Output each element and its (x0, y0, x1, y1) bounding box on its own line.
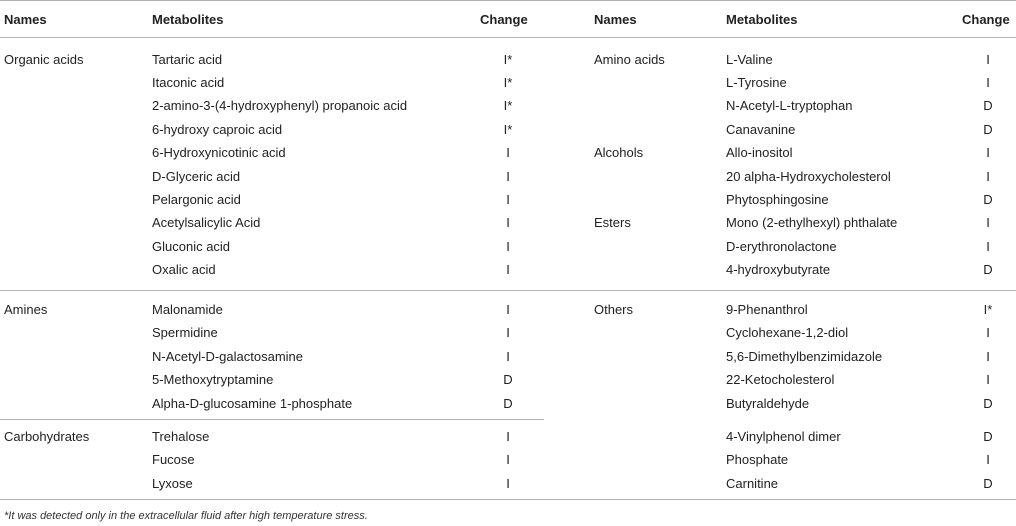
change-cell: I (986, 452, 990, 467)
metabolite-cell: Cyclohexane-1,2-diol (726, 325, 849, 340)
change-cell: I (986, 169, 990, 184)
change-cell: D (503, 372, 513, 387)
metabolite-cell: 4-hydroxybutyrate (726, 262, 831, 277)
change-cell: I (506, 302, 510, 317)
change-cell: I (506, 325, 510, 340)
metabolite-cell: Allo-inositol (726, 145, 793, 160)
change-cell: I (506, 262, 510, 277)
header-change-right: Change (962, 12, 1010, 27)
metabolite-cell: Malonamide (152, 302, 223, 317)
change-cell: I (986, 52, 990, 67)
metabolite-cell: L-Tyrosine (726, 75, 787, 90)
metabolite-cell: L-Valine (726, 52, 773, 67)
group-name: Alcohols (594, 145, 644, 160)
change-cell: I (506, 239, 510, 254)
change-cell: I (506, 169, 510, 184)
change-cell: D (983, 262, 993, 277)
header-names-left: Names (4, 12, 47, 27)
bottom-rule (0, 499, 1016, 500)
change-cell: I (506, 145, 510, 160)
group-divider-left (0, 290, 544, 291)
metabolite-cell: Acetylsalicylic Acid (152, 215, 261, 230)
group-divider-right (544, 290, 1016, 291)
group-name: Carbohydrates (4, 429, 90, 444)
metabolite-cell: N-Acetyl-L-tryptophan (726, 98, 853, 113)
change-cell: I* (983, 302, 993, 317)
change-cell: D (983, 429, 993, 444)
metabolite-cell: Gluconic acid (152, 239, 231, 254)
change-cell: D (983, 396, 993, 411)
change-cell: I (506, 349, 510, 364)
change-cell: D (983, 476, 993, 491)
group-name: Esters (594, 215, 631, 230)
change-cell: I* (503, 98, 513, 113)
change-cell: D (983, 192, 993, 207)
metabolite-cell: Canavanine (726, 122, 796, 137)
change-cell: D (983, 98, 993, 113)
change-cell: D (503, 396, 513, 411)
metabolite-cell: D-Glyceric acid (152, 169, 241, 184)
group-name: Others (594, 302, 634, 317)
metabolite-cell: Lyxose (152, 476, 193, 491)
metabolite-cell: 4-Vinylphenol dimer (726, 429, 841, 444)
header-change-left: Change (480, 12, 528, 27)
metabolite-cell: Trehalose (152, 429, 210, 444)
metabolite-cell: 20 alpha-Hydroxycholesterol (726, 169, 891, 184)
metabolite-cell: Carnitine (726, 476, 779, 491)
header-metabolites-left: Metabolites (152, 12, 224, 27)
change-cell: I (506, 476, 510, 491)
change-cell: I (986, 145, 990, 160)
group-name: Amines (4, 302, 48, 317)
metabolite-cell: Butyraldehyde (726, 396, 810, 411)
top-rule (0, 0, 1016, 1)
change-cell: I (506, 452, 510, 467)
change-cell: I (986, 75, 990, 90)
group-divider-left (0, 419, 544, 420)
metabolite-cell: Phosphate (726, 452, 789, 467)
metabolite-cell: Mono (2-ethylhexyl) phthalate (726, 215, 898, 230)
change-cell: I (986, 349, 990, 364)
metabolite-cell: 2-amino-3-(4-hydroxyphenyl) propanoic acid (152, 98, 408, 113)
change-cell: I (506, 215, 510, 230)
metabolite-cell: Phytosphingosine (726, 192, 829, 207)
metabolite-cell: Itaconic acid (152, 75, 225, 90)
change-cell: I (986, 325, 990, 340)
header-names-right: Names (594, 12, 637, 27)
change-cell: I* (503, 52, 513, 67)
change-cell: I (506, 192, 510, 207)
change-cell: I (506, 429, 510, 444)
metabolite-cell: 9-Phenanthrol (726, 302, 808, 317)
metabolite-cell: D-erythronolactone (726, 239, 837, 254)
metabolite-cell: 5-Methoxytryptamine (152, 372, 274, 387)
change-cell: I* (503, 122, 513, 137)
table-footnote: *It was detected only in the extracellular fluid after high temperature stress. (4, 510, 368, 522)
group-name: Organic acids (4, 52, 84, 67)
metabolite-cell: 22-Ketocholesterol (726, 372, 835, 387)
metabolite-cell: Pelargonic acid (152, 192, 241, 207)
metabolite-cell: Fucose (152, 452, 195, 467)
group-name: Amino acids (594, 52, 665, 67)
metabolite-cell: Oxalic acid (152, 262, 216, 277)
header-metabolites-right: Metabolites (726, 12, 798, 27)
metabolite-cell: Alpha-D-glucosamine 1-phosphate (152, 396, 353, 411)
metabolite-cell: N-Acetyl-D-galactosamine (152, 349, 303, 364)
change-cell: I* (503, 75, 513, 90)
metabolite-cell: 6-hydroxy caproic acid (152, 122, 283, 137)
header-rule (0, 37, 1016, 38)
change-cell: I (986, 372, 990, 387)
change-cell: I (986, 239, 990, 254)
metabolite-cell: Tartaric acid (152, 52, 223, 67)
change-cell: I (986, 215, 990, 230)
change-cell: D (983, 122, 993, 137)
metabolite-cell: Spermidine (152, 325, 218, 340)
metabolite-cell: 5,6-Dimethylbenzimidazole (726, 349, 883, 364)
metabolite-cell: 6-Hydroxynicotinic acid (152, 145, 286, 160)
